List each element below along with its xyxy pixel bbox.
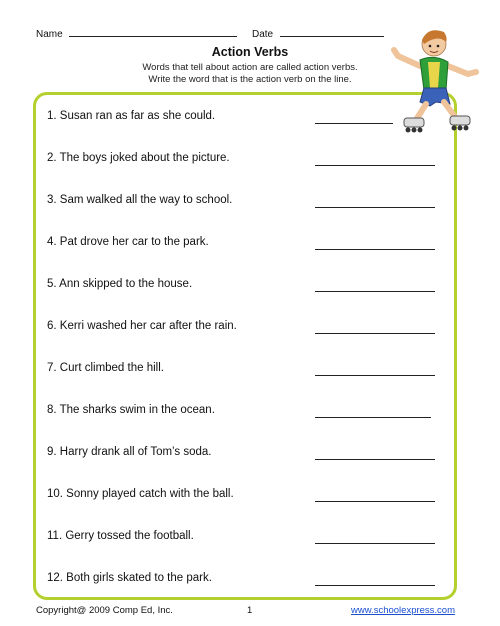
date-label: Date xyxy=(252,29,274,40)
question-12: 12. Both girls skated to the park. xyxy=(47,572,212,584)
question-3: 3. Sam walked all the way to school. xyxy=(47,194,233,206)
answer-line-4[interactable] xyxy=(315,249,435,250)
page-number: 1 xyxy=(247,605,253,616)
instruction-line-1: Words that tell about action are called action verbs. xyxy=(142,62,358,73)
question-5: 5. Ann skipped to the house. xyxy=(47,278,193,290)
answer-line-12[interactable] xyxy=(315,585,435,586)
date-line[interactable] xyxy=(280,27,384,37)
question-2: 2. The boys joked about the picture. xyxy=(47,152,230,164)
question-1: 1. Susan ran as far as she could. xyxy=(47,110,216,122)
answer-line-2[interactable] xyxy=(315,165,435,166)
question-7: 7. Curt climbed the hill. xyxy=(47,362,164,374)
question-8: 8. The sharks swim in the ocean. xyxy=(47,404,215,416)
answer-line-8[interactable] xyxy=(315,417,431,418)
answer-line-10[interactable] xyxy=(315,501,435,502)
answer-line-9[interactable] xyxy=(315,459,435,460)
answer-line-3[interactable] xyxy=(315,207,435,208)
questions-frame xyxy=(33,92,457,600)
question-4: 4. Pat drove her car to the park. xyxy=(47,236,209,248)
name-field[interactable] xyxy=(36,27,237,40)
instruction-line-2: Write the word that is the action verb on the line. xyxy=(148,74,352,85)
worksheet-title: Action Verbs xyxy=(211,45,289,59)
website-link[interactable]: www.schoolexpress.com xyxy=(351,605,456,616)
answer-line-6[interactable] xyxy=(315,333,435,334)
answer-line-11[interactable] xyxy=(315,543,435,544)
question-6: 6. Kerri washed her car after the rain. xyxy=(47,320,237,332)
question-11: 11. Gerry tossed the football. xyxy=(47,530,194,542)
question-10: 10. Sonny played catch with the ball. xyxy=(47,488,234,500)
copyright-text: Copyright@ 2009 Comp Ed, Inc. xyxy=(36,605,173,616)
date-field[interactable] xyxy=(252,27,384,40)
answer-line-1[interactable] xyxy=(315,123,393,124)
rollerblading-boy-icon xyxy=(390,18,482,138)
answer-line-5[interactable] xyxy=(315,291,435,292)
question-9: 9. Harry drank all of Tom’s soda. xyxy=(47,446,212,458)
answer-line-7[interactable] xyxy=(315,375,435,376)
name-line[interactable] xyxy=(69,27,237,37)
name-label: Name xyxy=(36,29,63,40)
